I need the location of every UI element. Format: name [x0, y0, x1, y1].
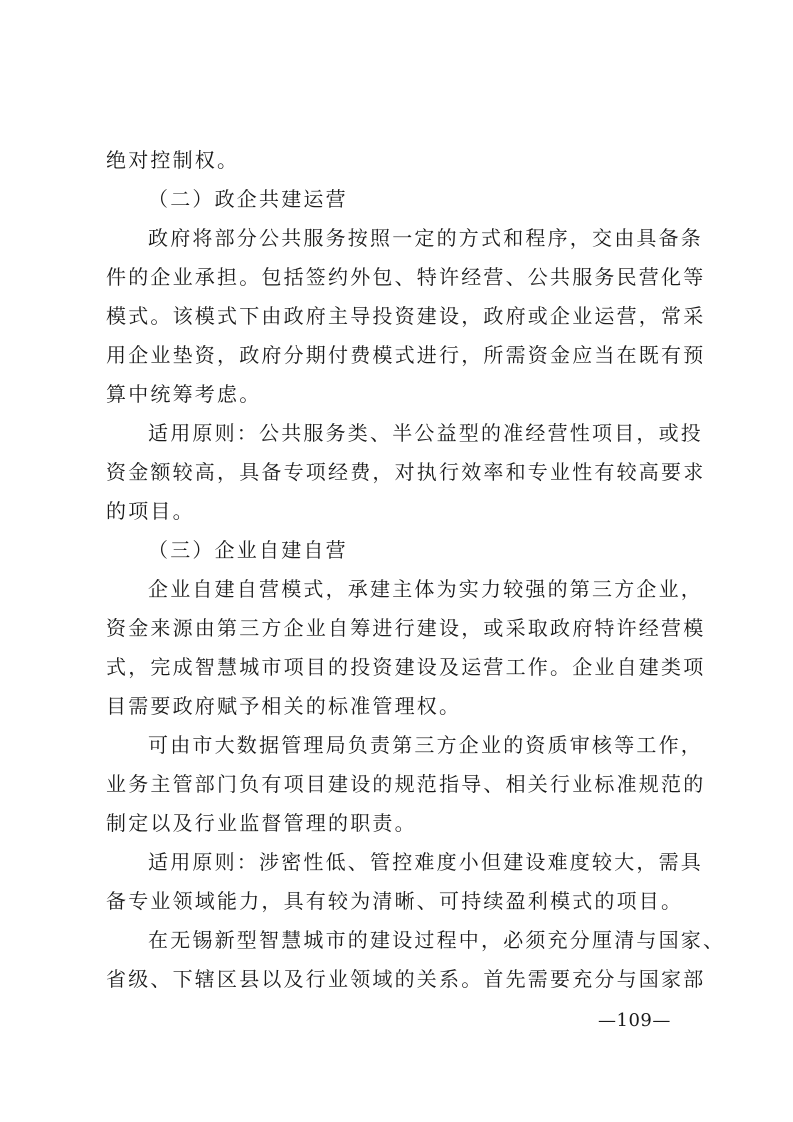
text-line: 用企业垫资，政府分期付费模式进行，所需资金应当在既有预	[106, 343, 706, 367]
document-body	[106, 141, 726, 999]
paragraph-first-line: 在无锡新型智慧城市的建设过程中，必须充分厘清与国家、	[148, 928, 726, 952]
section-heading: （三）企业自建自营	[148, 538, 348, 562]
paragraph-first-line: 适用原则：涉密性低、管控难度小但建设难度较大，需具	[148, 850, 703, 874]
section-heading: （二）政企共建运营	[148, 187, 348, 211]
text-line: 省级、下辖区县以及行业领域的关系。首先需要充分与国家部	[106, 967, 706, 991]
text-line: 件的企业承担。包括签约外包、特许经营、公共服务民营化等	[106, 265, 706, 289]
text-line: 算中统筹考虑。	[106, 382, 262, 406]
text-line: 制定以及行业监督管理的职责。	[106, 811, 417, 835]
text-line: 备专业领域能力，具有较为清晰、可持续盈利模式的项目。	[106, 889, 684, 913]
page-number: —109—	[598, 1010, 671, 1031]
paragraph-first-line: 企业自建自营模式，承建主体为实力较强的第三方企业，	[148, 577, 703, 601]
text-line: 绝对控制权。	[106, 148, 240, 172]
text-line: 目需要政府赋予相关的标准管理权。	[106, 694, 462, 718]
text-line: 资金额较高，具备专项经费，对执行效率和专业性有较高要求	[106, 460, 706, 484]
text-line: 业务主管部门负有项目建设的规范指导、相关行业标准规范的	[106, 772, 706, 796]
paragraph-first-line: 适用原则：公共服务类、半公益型的准经营性项目，或投	[148, 421, 703, 445]
paragraph-first-line: 政府将部分公共服务按照一定的方式和程序，交由具备条	[148, 226, 703, 250]
text-line: 模式。该模式下由政府主导投资建设，政府或企业运营，常采	[106, 304, 706, 328]
paragraph-first-line: 可由市大数据管理局负责第三方企业的资质审核等工作，	[148, 733, 703, 757]
text-line: 资金来源由第三方企业自筹进行建设，或采取政府特许经营模	[106, 616, 706, 640]
text-line: 的项目。	[106, 499, 195, 523]
text-line: 式，完成智慧城市项目的投资建设及运营工作。企业自建类项	[106, 655, 706, 679]
